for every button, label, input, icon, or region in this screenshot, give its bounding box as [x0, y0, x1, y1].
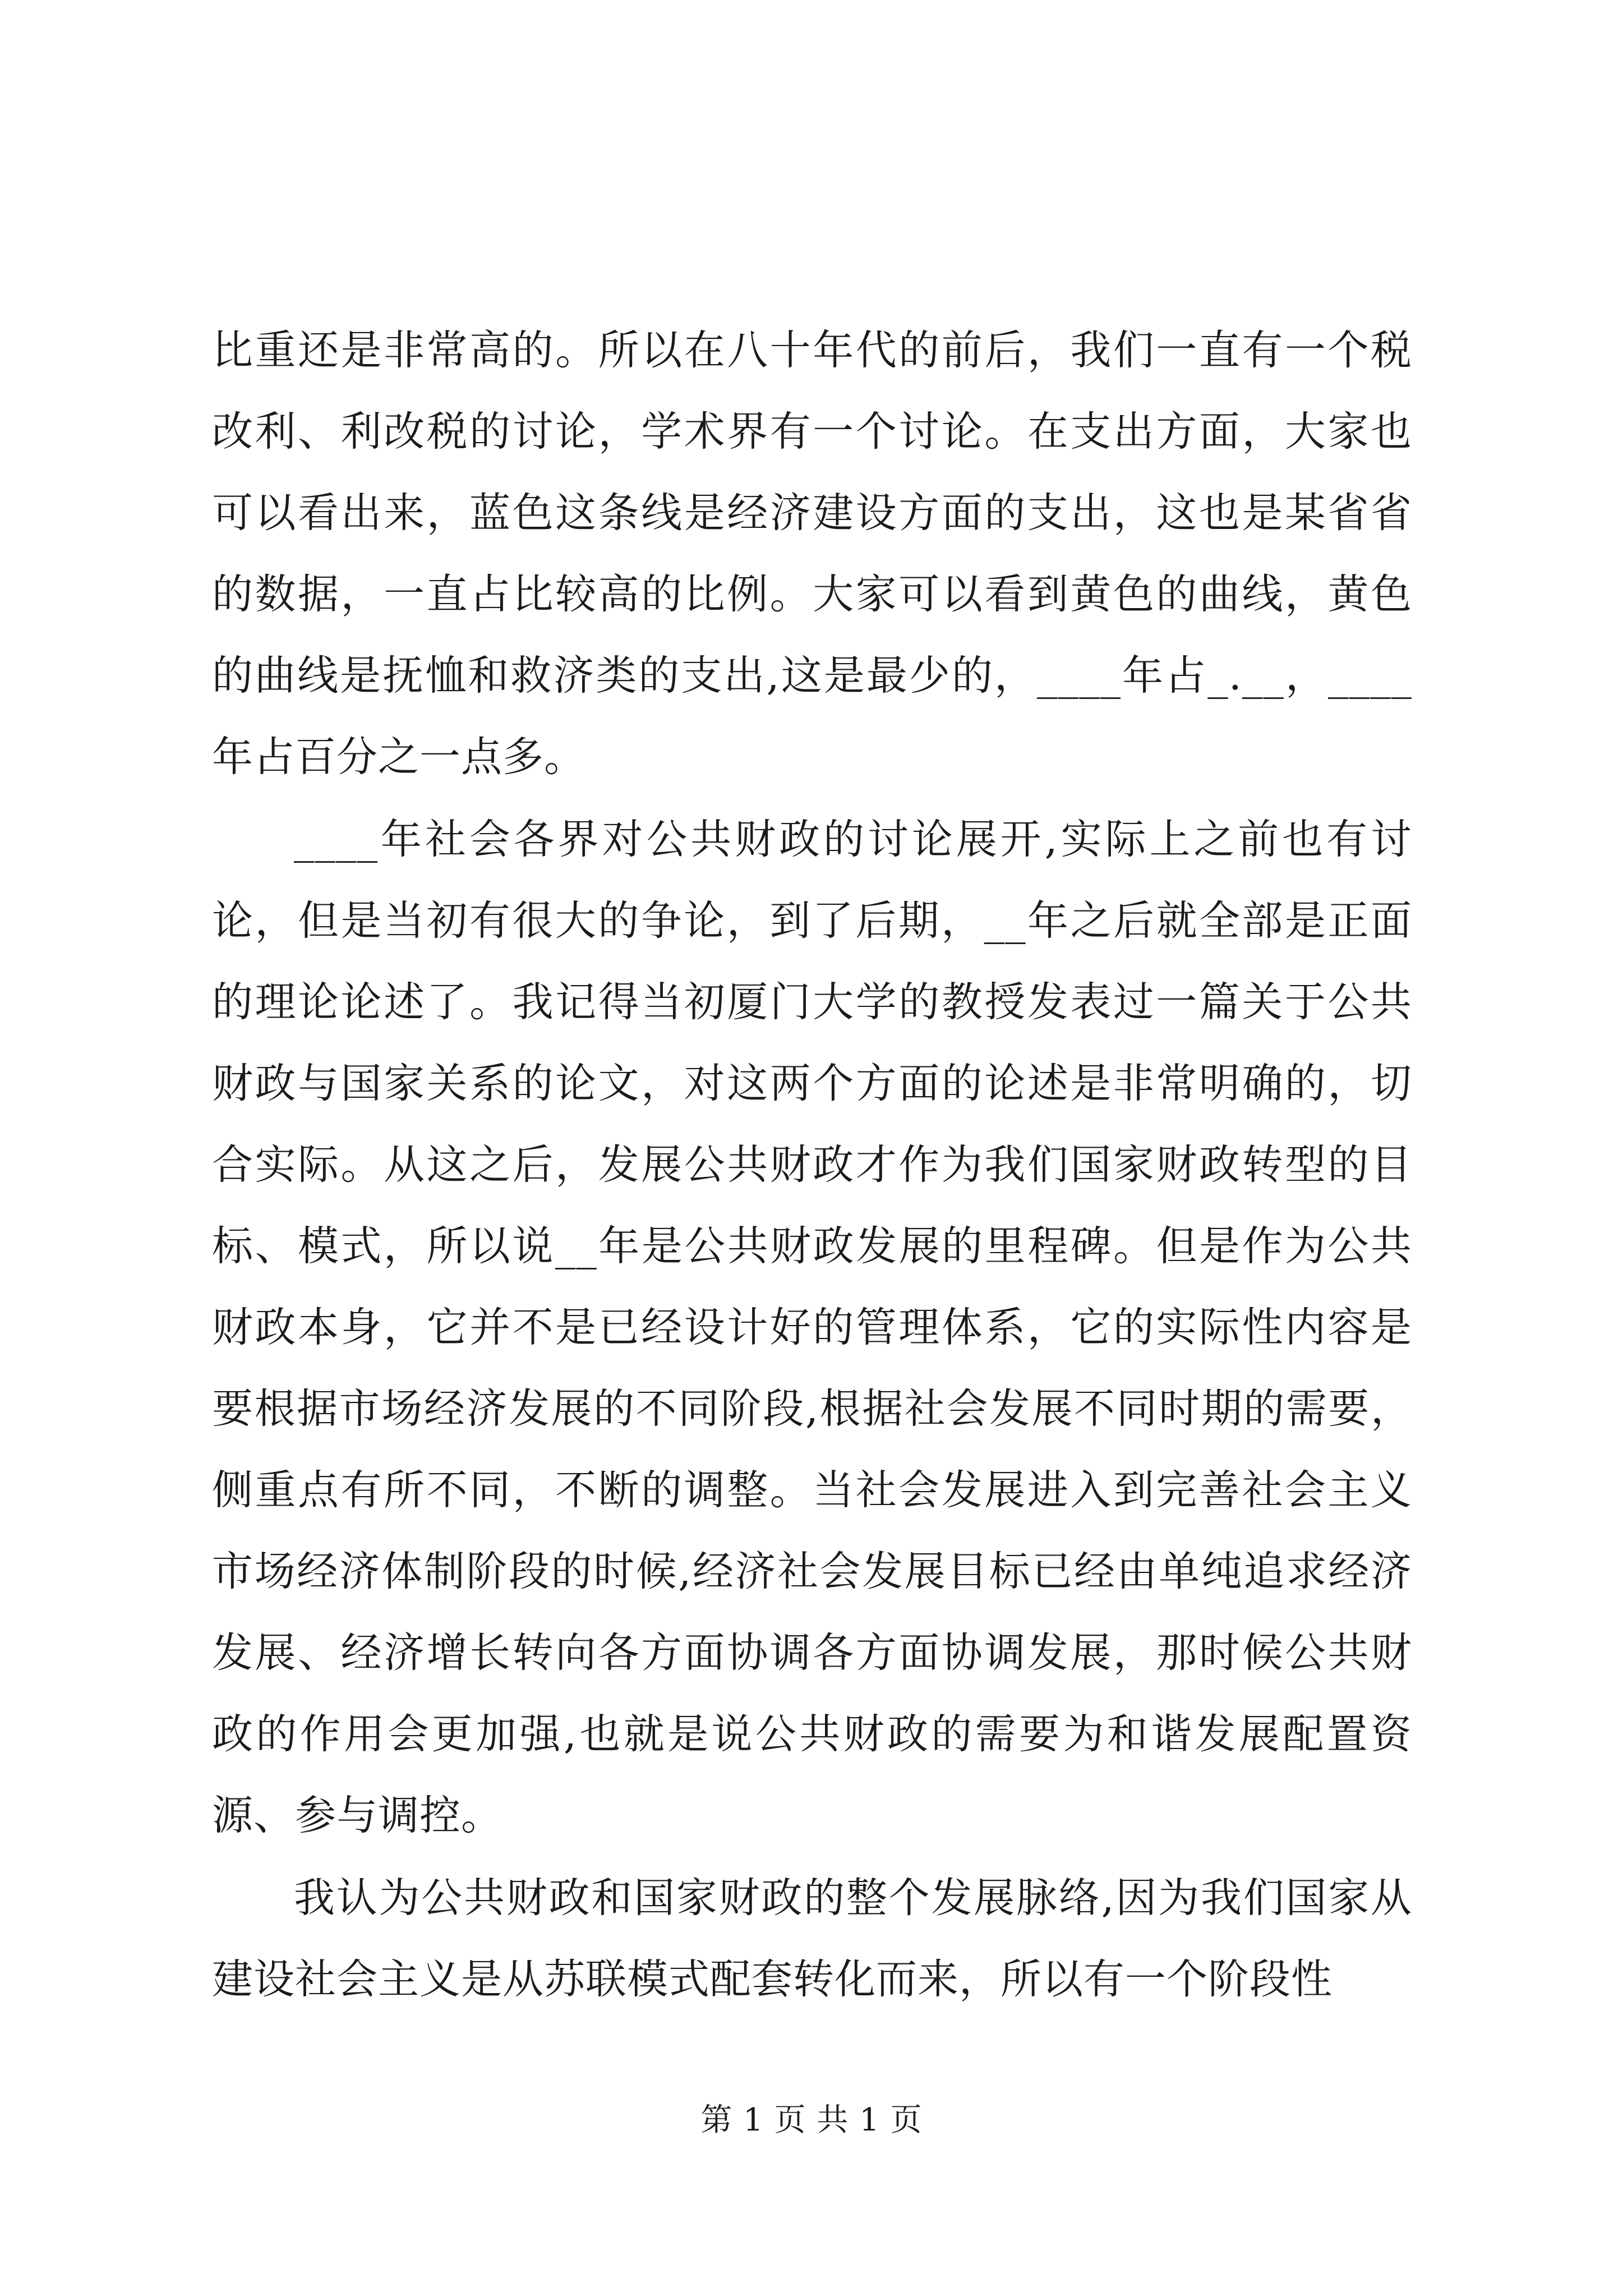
body-text: [212, 310, 1412, 2020]
page-footer: 第 1 页 共 1 页: [700, 2102, 923, 2138]
paragraph-3: 我认为公共财政和国家财政的整个发展脉络,因为我们国家从建设社会主义是从苏联模式配套转化而来，所以有一个阶段性: [212, 1874, 1412, 2003]
paragraph-2: ____年社会各界对公共财政的讨论展开,实际上之前也有讨论，但是当初有很大的争论，到了后期，__年之后就全部是正面的理论论述了。我记得当初厦门大学的教授发表过一篇关于公共财政与国家关系的论文，对这两个方面的论述是非常明确的，切合实际。从这之后，发展公共财政才作为我们国家财政转型的目标、模式，所以说__年是公共财政发展的里程碑。但是作为公共财政本身，它并不是已经设计好的管理体系，它的实际性内容是要根据市场经济发展的不同阶段,根据社会发展不同时期的需要，侧重点有所不同，不断的调整。当社会发展进入到完善社会主义市场经济体制阶段的时候,经济社会发展目标已经由单纯追求经济发展、经济增长转向各方面协调各方面协调发展，那时候公共财政的作用会更加强,也就是说公共财政的需要为和谐发展配置资源、参与调控。: [212, 816, 1412, 1839]
paragraph-1: 比重还是非常高的。所以在八十年代的前后，我们一直有一个税改利、利改税的讨论，学术界有一个讨论。在支出方面，大家也可以看出来，蓝色这条线是经济建设方面的支出，这也是某省省的数据，一直占比较高的比例。大家可以看到黄色的曲线，黄色的曲线是抚恤和救济类的支出,这是最少的，____年占_.__，____年占百分之一点多。: [212, 326, 1412, 781]
